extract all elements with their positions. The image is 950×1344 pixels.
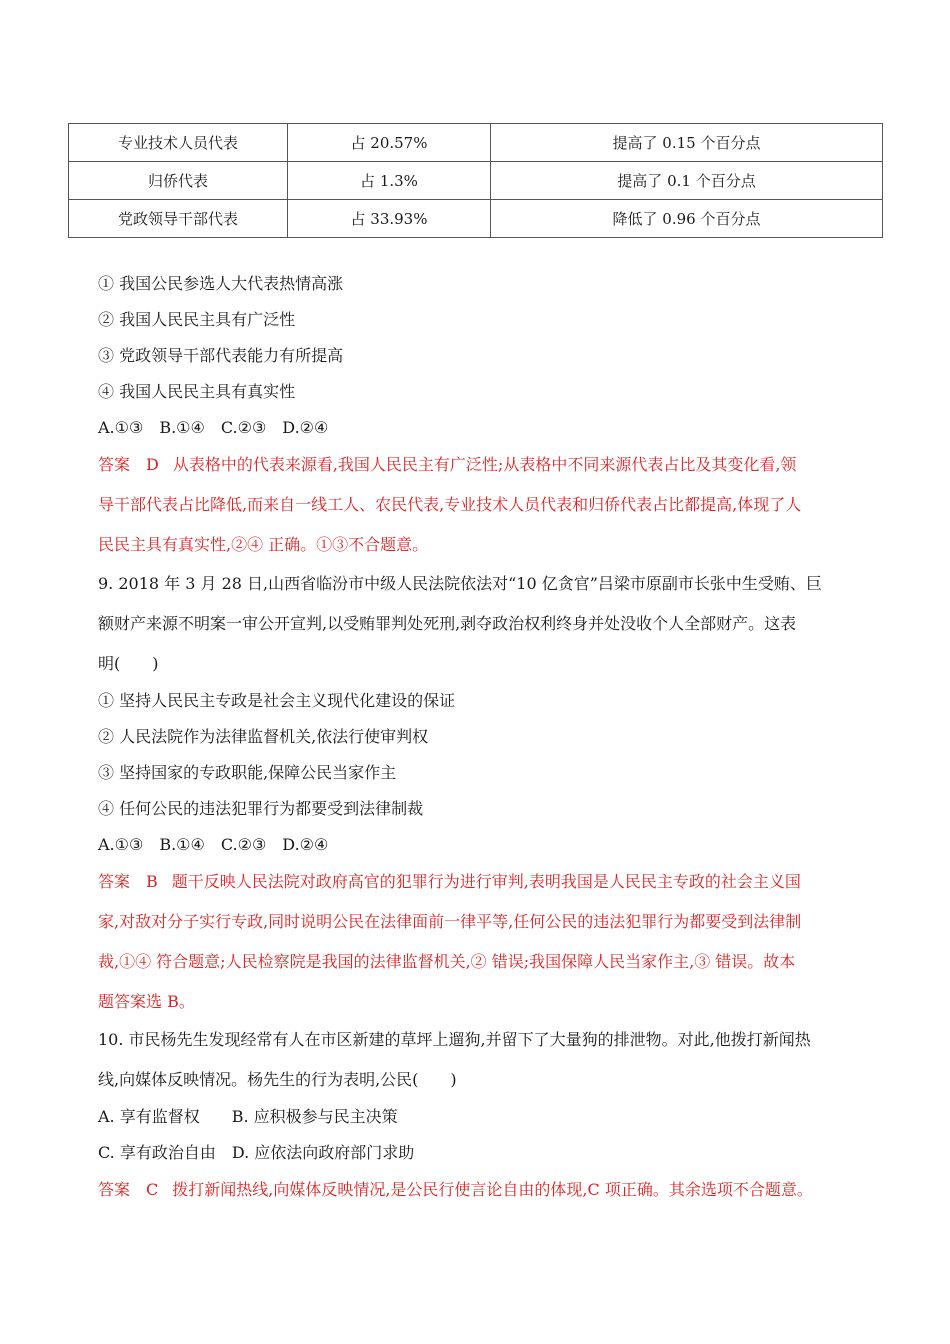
answer-text: 题答案选 B。 (98, 992, 195, 1011)
table-cell: 归侨代表 (69, 162, 288, 200)
choices: A.①③ B.①④ C.②③ D.②④ (98, 835, 329, 854)
choices: A. 享有监督权 B. 应积极参与民主决策 (98, 1107, 398, 1126)
table-row (69, 124, 883, 162)
answer-text: 从表格中的代表来源看,我国人民民主有广泛性;从表格中不同来源代表占比及其变化看,领 (172, 455, 797, 474)
choices: C. 享有政治自由 D. 应依法向政府部门求助 (98, 1143, 415, 1162)
answer-text: 裁,①④ 符合题意;人民检察院是我国的法律监督机关,② 错误;我国保障人民当家作主,③ 错误。故本 (98, 952, 796, 971)
answer-text: 拨打新闻热线,向媒体反映情况,是公民行使言论自由的体现,C 项正确。其余选项不合题意。 (172, 1180, 813, 1199)
answer-text: 家,对敌对分子实行专政,同时说明公民在法律面前一律平等,任何公民的违法犯罪行为都要受到法律制 (98, 912, 802, 931)
table-cell: 提高了 0.15 个百分点 (491, 124, 883, 162)
table-cell: 提高了 0.1 个百分点 (491, 162, 883, 200)
option-1: ① 坚持人民民主专政是社会主义现代化建设的保证 (98, 691, 456, 710)
option-3: ③ 党政领导干部代表能力有所提高 (98, 346, 344, 365)
option-2: ② 我国人民民主具有广泛性 (98, 310, 296, 329)
option-3: ③ 坚持国家的专政职能,保障公民当家作主 (98, 763, 397, 782)
table-cell: 占 33.93% (288, 200, 491, 238)
answer-label: 答案 C (98, 1180, 159, 1199)
answer-label: 答案 B (98, 872, 158, 891)
table-cell: 降低了 0.96 个百分点 (491, 200, 883, 238)
option-4: ④ 我国人民民主具有真实性 (98, 382, 296, 401)
table-cell: 专业技术人员代表 (69, 124, 288, 162)
table-cell: 占 20.57% (288, 124, 491, 162)
answer-label: 答案 D (98, 455, 159, 474)
table-cell: 党政领导干部代表 (69, 200, 288, 238)
answer-line (98, 455, 796, 475)
answer-line (98, 1180, 813, 1200)
table-row (69, 200, 883, 238)
question-stem: 10. 市民杨先生发现经常有人在市区新建的草坪上遛狗,并留下了大量狗的排泄物。对此,他拨打新闻热 (98, 1030, 811, 1049)
table-row (69, 162, 883, 200)
question-stem: 9. 2018 年 3 月 28 日,山西省临汾市中级人民法院依法对“10 亿贪官”吕梁市原副市长张中生受贿、巨 (98, 574, 822, 593)
table-cell: 占 1.3% (288, 162, 491, 200)
answer-text: 民民主具有真实性,②④ 正确。①③不合题意。 (98, 535, 429, 554)
question-stem: 线,向媒体反映情况。杨先生的行为表明,公民( ) (98, 1070, 457, 1089)
statistics-table (68, 123, 883, 238)
option-1: ① 我国公民参选人大代表热情高涨 (98, 274, 344, 293)
question-stem: 明( ) (98, 654, 159, 673)
answer-line (98, 872, 801, 892)
option-2: ② 人民法院作为法律监督机关,依法行使审判权 (98, 727, 429, 746)
question-stem: 额财产来源不明案一审公开宣判,以受贿罪判处死刑,剥夺政治权利终身并处没收个人全部财产。这表 (98, 614, 797, 633)
choices: A.①③ B.①④ C.②③ D.②④ (98, 418, 329, 437)
document-page (98, 123, 888, 238)
option-4: ④ 任何公民的违法犯罪行为都要受到法律制裁 (98, 799, 424, 818)
answer-text: 导干部代表占比降低,而来自一线工人、农民代表,专业技术人员代表和归侨代表占比都提高,体现了人 (98, 495, 802, 514)
answer-text: 题干反映人民法院对政府高官的犯罪行为进行审判,表明我国是人民民主专政的社会主义国 (171, 872, 801, 891)
